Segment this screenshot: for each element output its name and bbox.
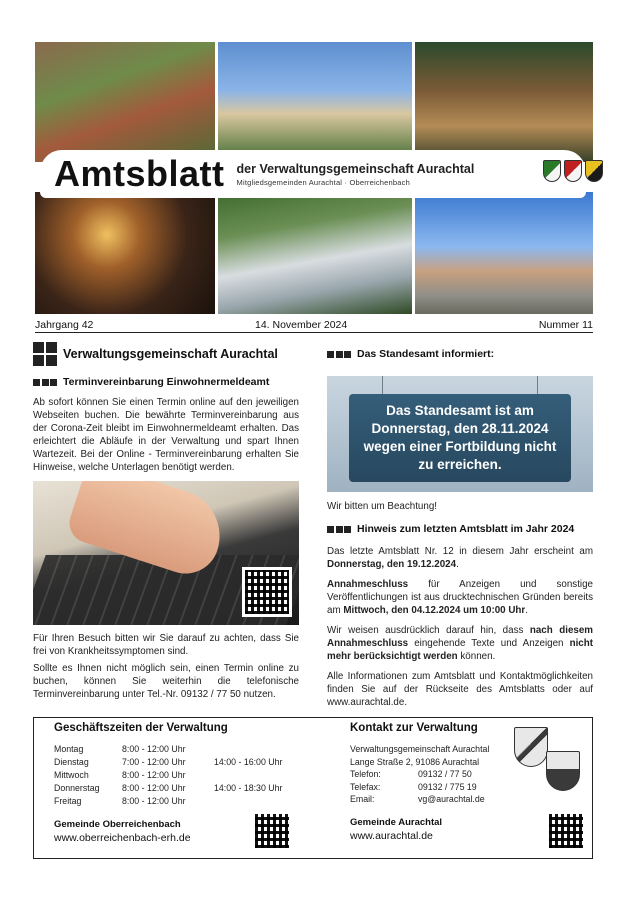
notice-sign [349, 394, 571, 482]
hours-row [54, 782, 344, 795]
photo-night-concert [35, 192, 215, 314]
qr-code-icon[interactable] [546, 811, 586, 851]
photo-nativity-scene [415, 42, 593, 162]
paragraph: Wir weisen ausdrücklich darauf hin, dass nach diesem Annahmeschluss eingehende Texte und Anzeigen nicht mehr berücksichtigt werden können. [327, 625, 593, 662]
hours-pm [214, 795, 324, 808]
hours-am: 8:00 - 12:00 Uhr [122, 770, 186, 780]
municipality-link[interactable]: www.oberreichenbach-erh.de [54, 832, 191, 844]
paragraph: Das letzte Amtsblatt Nr. 12 in diesem Jahr erscheint am Donnerstag, den 19.12.2024. [327, 546, 593, 570]
masthead-title: Amtsblatt [54, 153, 225, 194]
org-title: Verwaltungsgemeinschaft Aurachtal [63, 347, 278, 361]
coat-of-arms-icon [564, 160, 582, 182]
info-box [33, 717, 593, 859]
notice-image [327, 376, 593, 492]
hours-day: Montag [54, 744, 84, 754]
issue-date: 14. November 2024 [255, 319, 348, 331]
coat-of-arms-icon [585, 160, 603, 182]
section-heading [327, 348, 593, 360]
qr-code-icon[interactable] [242, 567, 292, 617]
hours-row [54, 769, 344, 782]
office-hours [54, 722, 344, 844]
section-title-hinweis: Hinweis zum letzten Amtsblatt im Jahr 2024 [357, 523, 575, 535]
photo-laptop-typing [33, 481, 299, 625]
paragraph: Wir bitten um Beachtung! [327, 501, 437, 512]
masthead [40, 150, 586, 198]
hours-row [54, 795, 344, 808]
section-title-standesamt: Das Standesamt informiert: [357, 348, 495, 360]
hours-pm: 14:00 - 16:00 Uhr [214, 757, 283, 767]
photo-aerial-village [35, 42, 215, 162]
issue-volume: Jahrgang 42 [35, 319, 94, 331]
hours-row [54, 743, 344, 756]
issue-number: Nummer 11 [538, 319, 593, 331]
contact-address: Lange Straße 2, 91086 Aurachtal [350, 756, 480, 767]
qr-code-icon[interactable] [252, 811, 292, 851]
hours-day: Mittwoch [54, 770, 89, 780]
photo-church-street [415, 192, 593, 314]
hours-day: Dienstag [54, 757, 89, 767]
org-header [33, 340, 299, 368]
paragraph: Für Ihren Besuch bitten wir Sie darauf zu achten, dass Sie frei von Krankheitssymptomen sind. [33, 633, 299, 657]
notice-text: Das Standesamt ist am Donnerstag, den 28.11.2024 wegen einer Fortbildung nicht zu erreichen. [363, 403, 557, 472]
section-title-termin: Terminvereinbarung Einwohnermeldeamt [63, 376, 270, 388]
contact-fax: 09132 / 775 19 [418, 781, 477, 792]
paragraph: Alle Informationen zum Amtsblatt und Kontaktmöglichkeiten finden Sie auf der Rückseite des Amtsblatts oder auf www.aurachtal.de. [327, 671, 593, 708]
section-heading [327, 523, 593, 535]
hours-pm: 14:00 - 18:30 Uhr [214, 783, 283, 793]
hours-pm [214, 769, 324, 782]
hours-day: Freitag [54, 796, 82, 806]
paragraph: Ab sofort können Sie einen Termin online auf den jeweiligen Webseiten buchen. Die bewährte Terminvereinbarung aus der Corona-Zeit bleibt im Einwohnermeldeamt erhalten. Das erleichtert die Abläufe in der Verwaltung und spart Ihnen Wartezeit. Bei der Online - Terminvereinbarung erhalten Sie Hinweise, welche Unterlagen benötigt werden. [33, 397, 299, 473]
vg-logo-icon [33, 342, 57, 366]
coat-of-arms-icon [546, 751, 580, 791]
office-hours-title: Geschäftszeiten der Verwaltung [54, 722, 228, 734]
paragraph: Annahmeschluss für Anzeigen und sonstige Veröffentlichungen ist aus drucktechnischen Gründen bereits am Mittwoch, den 04.12.2024 um 10:00 Uhr. [327, 579, 593, 616]
coat-of-arms-icon [514, 727, 548, 767]
hours-pm [214, 743, 324, 756]
photo-town-hall [218, 42, 412, 162]
contact-org: Verwaltungsgemeinschaft Aurachtal [350, 744, 490, 754]
paragraph: Sollte es Ihnen nicht möglich sein, einen Termin online zu buchen, können Sie weiterhin die telefonische Terminvereinbarung unter Tel.-Nr. 09132 / 77 50 nutzen. [33, 663, 299, 700]
municipality-name: Gemeinde Aurachtal [350, 816, 443, 828]
photo-weir-waterfall [218, 192, 412, 314]
hours-day: Donnerstag [54, 783, 100, 793]
contact-info: Kontakt zur Verwaltung Verwaltungsgemeinschaft Aurachtal Lange Straße 2, 91086 Aurachtal Telefon: 09132 / 77 50 Telefax: 09132 / 775 19 Email: vg@aurachtal.de Gemeinde Aurachtal www.aurachtal.de [350, 722, 590, 842]
masthead-subtitle: der Verwaltungsgemeinschaft Aurachtal [236, 161, 475, 176]
contact-email[interactable]: vg@aurachtal.de [418, 794, 485, 804]
right-column [327, 340, 593, 709]
issue-info-bar [35, 318, 593, 333]
hours-am: 8:00 - 12:00 Uhr [122, 796, 186, 806]
section-heading [33, 376, 299, 388]
hours-am: 8:00 - 12:00 Uhr [122, 783, 186, 793]
hours-am: 8:00 - 12:00 Uhr [122, 744, 186, 754]
municipality-link[interactable]: www.aurachtal.de [350, 829, 433, 842]
hours-row [54, 756, 344, 769]
masthead-members: Mitgliedsgemeinden Aurachtal · Oberreichenbach [236, 177, 410, 187]
contact-title: Kontakt zur Verwaltung [350, 722, 478, 734]
coat-of-arms-icon [543, 160, 561, 182]
left-column [33, 340, 299, 701]
hours-am: 7:00 - 12:00 Uhr [122, 757, 186, 767]
contact-phone[interactable]: 09132 / 77 50 [418, 769, 472, 779]
municipality-name: Gemeinde Oberreichenbach [54, 819, 181, 830]
